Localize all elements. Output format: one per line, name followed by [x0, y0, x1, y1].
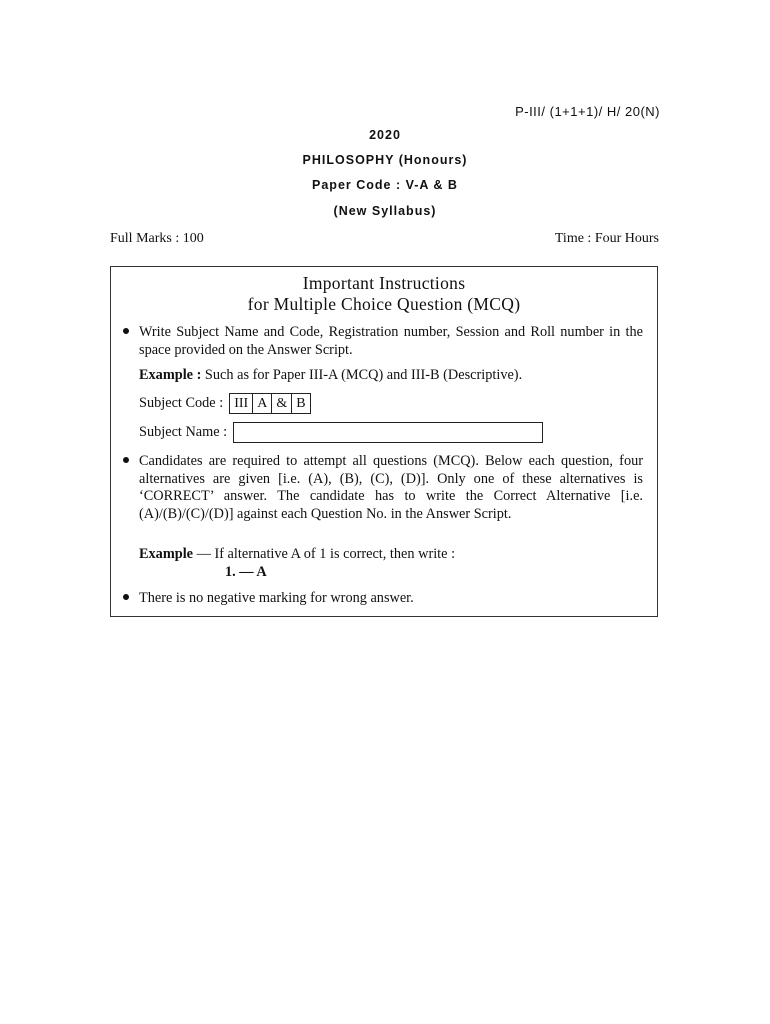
example-1-text: Such as for Paper III-A (MCQ) and III-B (Descriptive).	[201, 367, 523, 383]
example-2-label: Example	[139, 546, 194, 562]
full-marks: Full Marks : 100	[110, 231, 204, 246]
paper-reference-code: P-III/ (1+1+1)/ H/ 20(N)	[515, 104, 660, 119]
subject-name-row	[139, 422, 543, 443]
instruction-item-2	[123, 453, 643, 523]
subject-code-box: A	[253, 394, 272, 413]
instructions-title-line1: Important Instructions	[302, 273, 466, 293]
instruction-item-1	[123, 324, 643, 359]
exam-time: Time : Four Hours	[554, 231, 659, 246]
subject-code-box: III	[230, 394, 253, 413]
subject-code-label: Subject Code :	[139, 395, 224, 411]
subject-code-boxes	[229, 393, 310, 414]
bullet-icon	[123, 457, 129, 463]
subject-code-row	[139, 393, 311, 414]
subject-name-field	[233, 422, 543, 443]
bullet-icon	[123, 594, 129, 600]
example-1	[139, 367, 522, 384]
instructions-box	[110, 266, 658, 617]
instructions-title-line2: for Multiple Choice Question (MCQ)	[247, 294, 521, 314]
example-2	[139, 546, 455, 563]
subject-code-box: B	[296, 396, 306, 411]
exam-year: 2020	[369, 128, 401, 142]
example-1-label: Example :	[139, 367, 202, 383]
instructions-title	[111, 273, 657, 315]
subject-title: PHILOSOPHY (Honours)	[302, 153, 468, 167]
syllabus-label: (New Syllabus)	[333, 204, 437, 218]
subject-name-label: Subject Name :	[139, 424, 228, 440]
subject-code-box: &	[272, 394, 292, 413]
paper-code: Paper Code : V-A & B	[312, 178, 458, 192]
bullet-icon	[123, 328, 129, 334]
instruction-text-2: Candidates are required to attempt all questions (MCQ). Below each question, four alternatives are given [i.e. (A), (B), (C), (D)]. Only one of these alternatives is ‘CORRECT’ answer. The candidate has to write the Correct Alternative [i.e. (A)/(B)/(C)/(D)] against each Question No. in the Answer Script.	[139, 453, 643, 522]
instruction-item-3	[123, 590, 643, 608]
instruction-text-1: Write Subject Name and Code, Registration number, Session and Roll number in the space provided on the Answer Script.	[139, 324, 643, 358]
example-2-text: — If alternative A of 1 is correct, then write :	[193, 546, 456, 562]
instruction-text-3: There is no negative marking for wrong answer.	[139, 590, 414, 606]
example-2-answer: 1. — A	[225, 564, 267, 580]
